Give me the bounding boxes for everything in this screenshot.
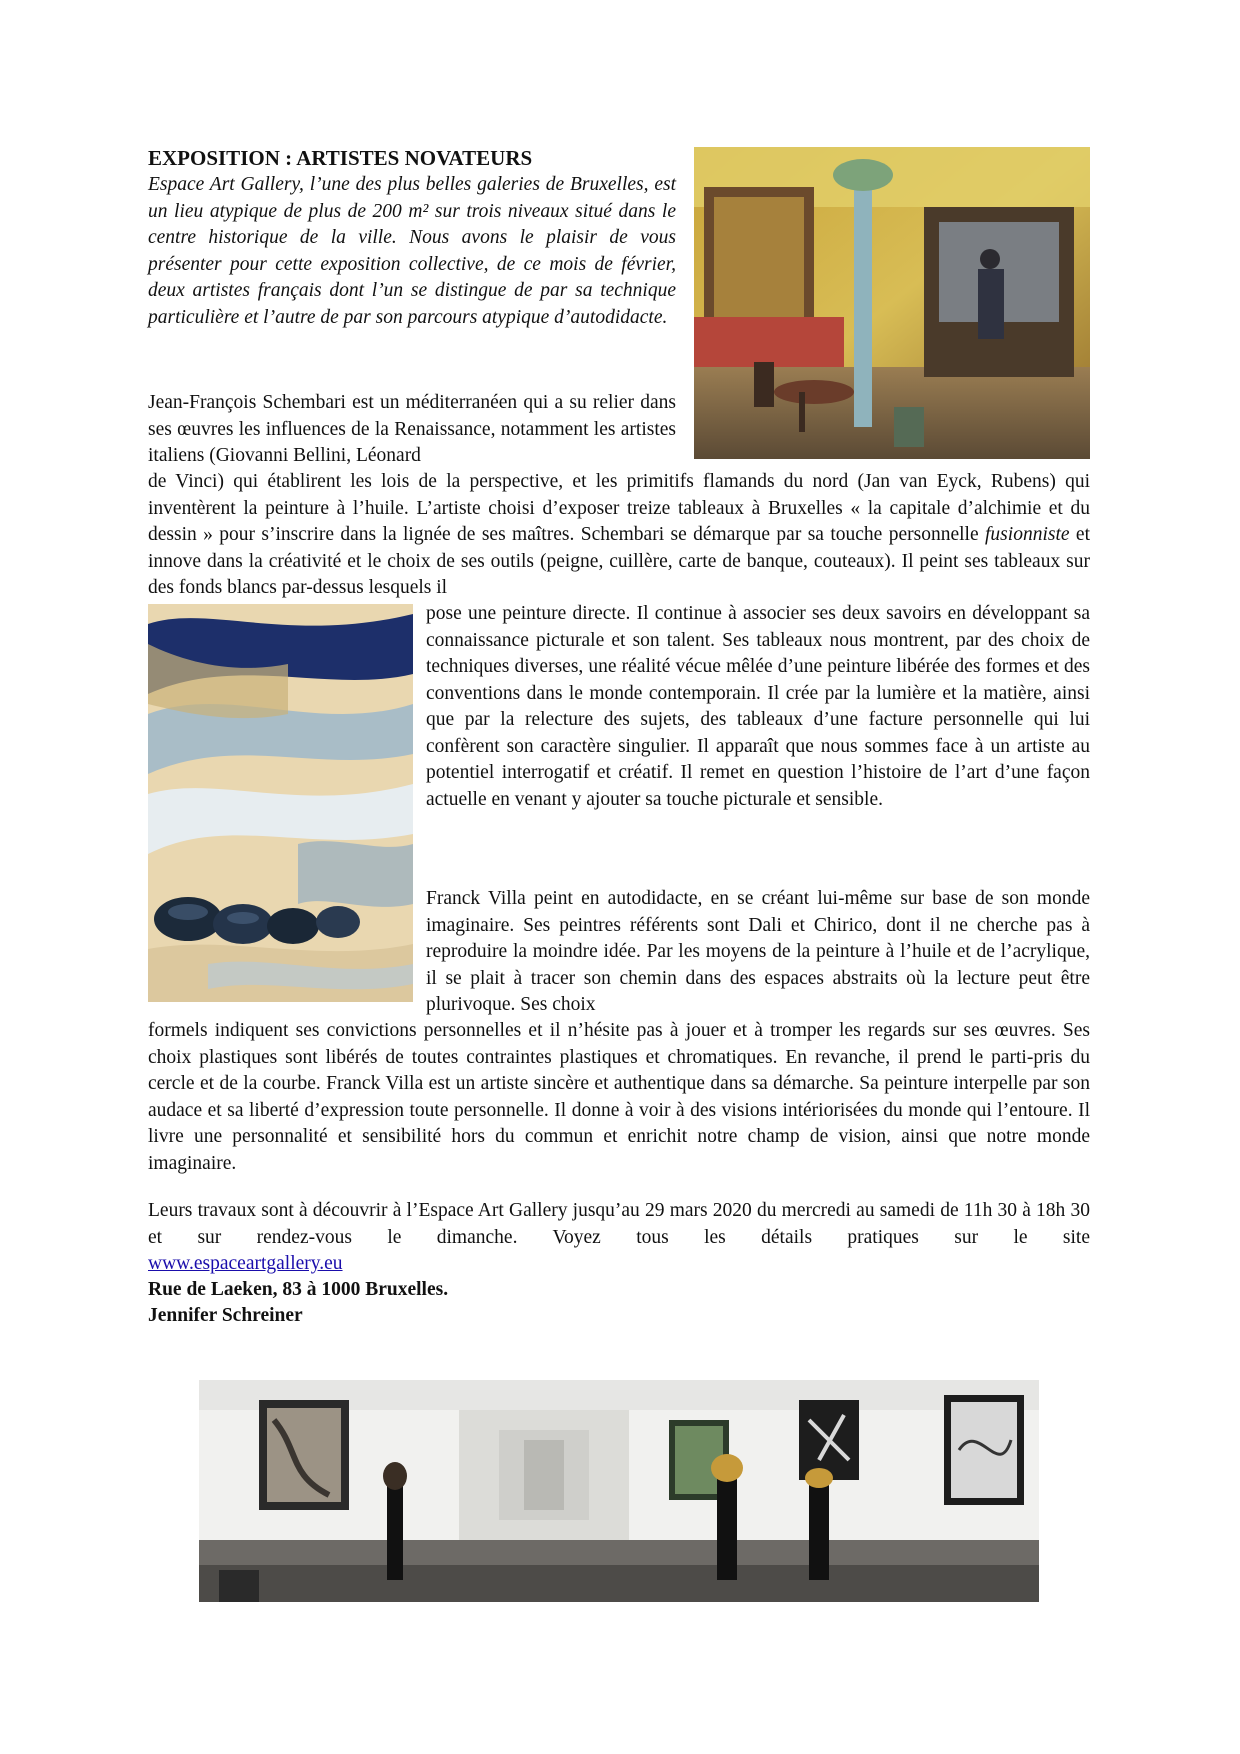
interior-painting-image xyxy=(694,147,1090,459)
fusionniste-term: fusionniste xyxy=(985,524,1070,545)
schembari-paragraph-part2 xyxy=(148,469,1090,602)
villa-paragraph-part2: formels indiquent ses convictions personnelles et il n’hésite pas à jouer et à tromper les regards sur ses œuvres. Ses choix plastiques sont libérés de toutes contraintes plastiques et chromatiques. En revanche, il prend le parti-pris du cercle et de la courbe. Franck Villa est un artiste sincère et authentique dans sa démarche. Sa peinture interpelle par son audace et sa liberté d’expression toute personnelle. Il donne à voir à des visions intériorisées du monde qui l’entoure. Il livre une personnalité et sensibilité hors du commun et enrichit notre champ de vision, ainsi que notre monde imaginaire. xyxy=(148,1020,1090,1174)
schembari-text-b: et innove dans la créativité et le choix de ses outils (peigne, cuillère, carte de banque, couteaux). Il peint ses tableaux sur des fonds blancs par-dessus lesquels il xyxy=(148,524,1090,598)
gallery-photo-graphic xyxy=(199,1380,1039,1602)
author-name: Jennifer Schreiner xyxy=(148,1305,303,1326)
website-link[interactable]: www.espaceartgallery.eu xyxy=(148,1253,343,1274)
gallery-photo-image xyxy=(199,1380,1039,1602)
schembari-text-a: de Vinci) qui établirent les lois de la perspective, et les primitifs flamands du nord (Jan van Eyck, Rubens) qui inventèrent la peinture à l’huile. L’artiste choisi d’exposer treize tableaux à Bruxelles « la capitale d’alchimie et du dessin » pour s’inscrire dans la lignée de ses maîtres. Schembari se démarque par sa touche personnelle xyxy=(148,471,1090,545)
abstract-painting-image xyxy=(148,604,413,1002)
schembari-paragraph-part3: pose une peinture directe. Il continue à associer ses deux savoirs en développant sa connaissance picturale et son talent. Ses tableaux nous montrent, par des choix de techniques diverses, une réalité vécue mêlée d’une peinture libérée des formes et des conventions dans le monde contemporain. Il crée par la lumière et la matière, ainsi que par la relecture des sujets, des tableaux d’une facture personnelle qui lui confèrent son caractère singulier. Il apparaît que nous sommes face à un artiste au potentiel interrogatif et créatif. Il remet en question l’histoire de l’art d’une façon actuelle en venant y ajouter sa touche picturale et sensible. xyxy=(426,603,1090,810)
schembari-paragraph-part1: Jean-François Schembari est un méditerranéen qui a su relier dans ses œuvres les influences de la Renaissance, notamment les artistes italiens (Giovanni Bellini, Léonard xyxy=(148,392,676,466)
villa-paragraph-part1: Franck Villa peint en autodidacte, en se créant lui-même sur base de son monde imaginaire. Ses peintres référents sont Dali et Chirico, dont il ne cherche pas à reproduire la moindre idée. Par les moyens de la peinture à l’huile et de l’acrylique, il se plait à tracer son chemin dans des espaces abstraits où la lecture peut être plurivoque. Ses choix xyxy=(426,888,1090,1015)
abstract-painting-graphic xyxy=(148,604,413,1002)
gallery-address: Rue de Laeken, 83 à 1000 Bruxelles. xyxy=(148,1279,449,1300)
intro-paragraph: Espace Art Gallery, l’une des plus belles galeries de Bruxelles, est un lieu atypique de plus de 200 m² sur trois niveaux situé dans le centre historique de la ville. Nous avons le plaisir de vous présenter pour cette exposition collective, de ce mois de février, deux artistes français dont l’un se distingue de par sa technique particulière et l’autre de par son parcours atypique d’autodidacte. xyxy=(148,174,676,328)
closing-paragraph: Leurs travaux sont à découvrir à l’Espace Art Gallery jusqu’au 29 mars 2020 du mercredi au samedi de 11h 30 à 18h 30 et sur rendez-vous le dimanche. Voyez tous les détails pratiques sur le site xyxy=(148,1200,1090,1248)
article-title: EXPOSITION : ARTISTES NOVATEURS xyxy=(148,146,533,170)
interior-painting-graphic xyxy=(694,147,1090,459)
